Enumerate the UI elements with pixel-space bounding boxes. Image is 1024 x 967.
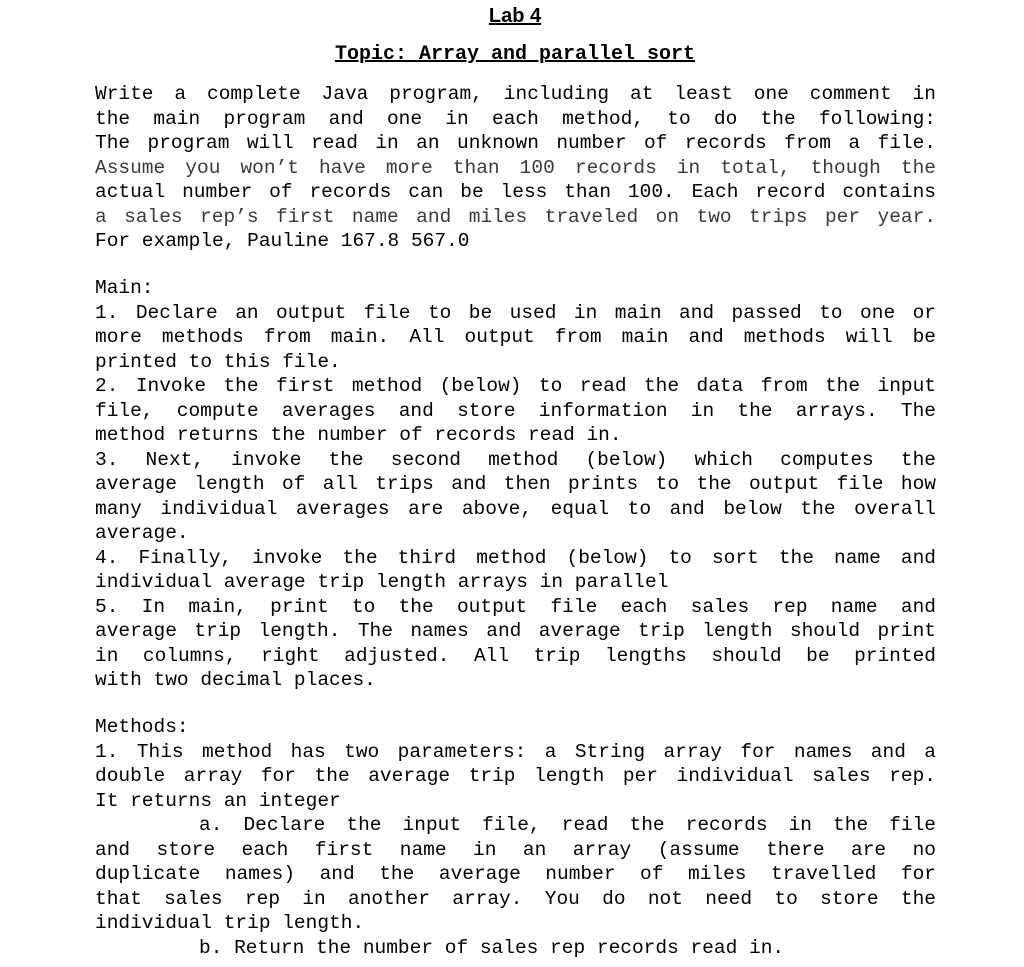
main-line: average trip length. The names and average trip length should print: [95, 620, 936, 642]
intro-line: actual number of records can be less than 100. Each record contains: [95, 181, 936, 203]
main-line: individual average trip length arrays in parallel: [95, 571, 669, 593]
methods-line: It returns an integer: [95, 789, 341, 812]
main-line: 5. In main, print to the output file each sales rep name and: [95, 595, 936, 618]
topic-title: Topic: Array and parallel sort: [334, 43, 696, 66]
main-heading: Main:: [95, 277, 154, 299]
main-line: with two decimal places.: [95, 669, 376, 691]
main-line: 3. Next, invoke the second method (below) which computes the: [95, 448, 936, 471]
main-line: 4. Finally, invoke the third method (below) to sort the name and: [95, 546, 936, 569]
main-line: many individual averages are above, equal to and below the overall: [95, 497, 936, 520]
methods-line: and store each first name in an array (assume there are no: [95, 838, 936, 861]
intro-line: a sales rep’s first name and miles traveled on two trips per year.: [95, 205, 936, 228]
main-line: file, compute averages and store information in the arrays. The: [95, 399, 936, 422]
main-line: more methods from main. All output from main and methods will be: [95, 326, 936, 348]
methods-line: a. Declare the input file, read the records in the file: [199, 814, 936, 836]
main-section: [95, 276, 936, 693]
methods-line: individual trip length.: [95, 912, 365, 934]
main-line: 1. Declare an output file to be used in main and passed to one or: [95, 301, 936, 324]
main-line: method returns the number of records read in.: [95, 424, 622, 446]
methods-line: 1. This method has two parameters: a String array for names and a: [95, 740, 936, 763]
intro-line: For example, Pauline 167.8 567.0: [95, 230, 470, 252]
main-line: in columns, right adjusted. All trip lengths should be printed: [95, 644, 936, 667]
methods-line: that sales rep in another array. You do not need to store the: [95, 887, 936, 910]
main-line: 2. Invoke the first method (below) to read the data from the input: [95, 375, 936, 397]
methods-line: duplicate names) and the average number of miles travelled for: [95, 863, 936, 885]
main-line: printed to this file.: [95, 350, 341, 373]
methods-line: double array for the average trip length per individual sales rep.: [95, 765, 936, 787]
intro-line: Write a complete Java program, including at least one comment in: [95, 83, 936, 105]
lab-title: Lab 4: [488, 5, 542, 27]
intro-line: Assume you won’t have more than 100 records in total, though the: [95, 156, 936, 179]
intro-paragraph: [95, 82, 936, 254]
main-line: average length of all trips and then prints to the output file how: [95, 473, 936, 495]
intro-line: The program will read in an unknown number of records from a file.: [95, 132, 936, 154]
main-line: average.: [95, 522, 189, 544]
methods-heading: Methods:: [95, 716, 189, 738]
intro-line: the main program and one in each method, to do the following:: [95, 107, 936, 130]
methods-line: b. Return the number of sales rep records read in.: [199, 936, 785, 959]
methods-section: [95, 715, 936, 960]
